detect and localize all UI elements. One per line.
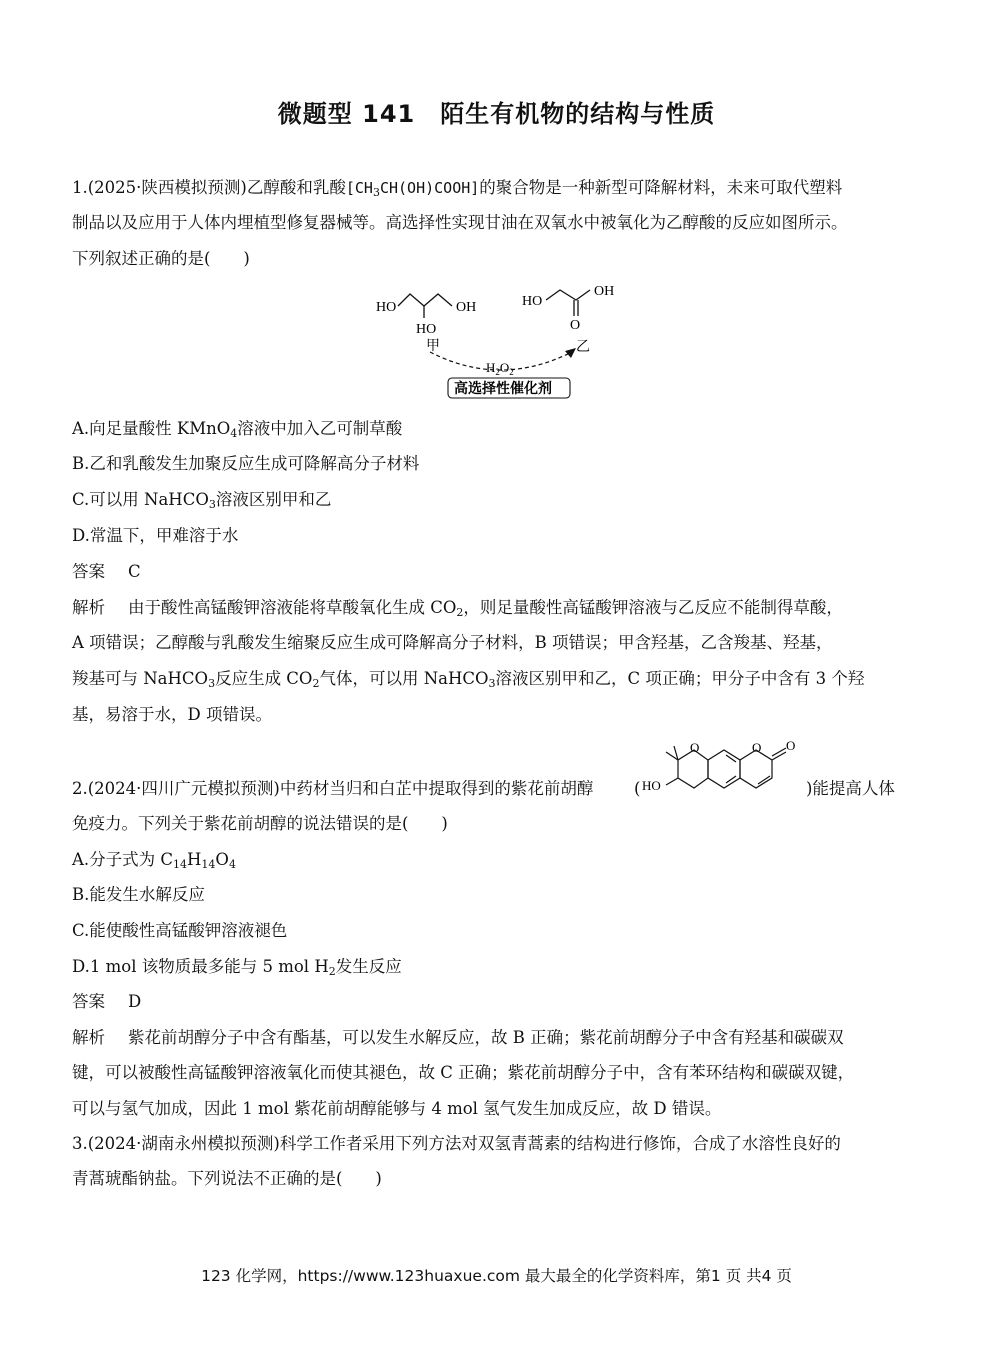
- q2-analysis-line3: 可以与氢气加成，因此 1 mol 紫花前胡醇能够与 4 mol 氢气发生加成反应，故 D 错误。: [72, 1099, 722, 1118]
- glycerol-oh-right: OH: [456, 300, 477, 315]
- catalyst-label: 高选择性催化剂: [454, 382, 552, 397]
- page-footer: 123 化学网，https://www.123huaxue.com 最大最全的化学资料库，第1 页 共4 页: [201, 1267, 792, 1285]
- struct-ho: HO: [642, 778, 661, 793]
- q1-option-a: A.向足量酸性 KMnO$_4$溶液中加入乙可制草酸: [72, 419, 403, 440]
- glycolic-ho: HO: [522, 294, 543, 309]
- q2-coumarin-structure: [640, 734, 810, 800]
- q1-reaction-scheme: [360, 278, 640, 404]
- q1-stem-line3: 下列叙述正确的是( ): [72, 249, 250, 268]
- q2-paren-open: (: [634, 779, 641, 798]
- q2-analysis-line2: 键，可以被酸性高锰酸钾溶液氧化而使其褪色，故 C 正确；紫花前胡醇分子中，含有苯环结构和碳碳双键，: [72, 1063, 855, 1082]
- q2-answer: 答案 D: [72, 992, 142, 1011]
- struct-o-carbonyl: O: [786, 738, 796, 753]
- q2-option-a: A.分子式为 $C_{14}H_{14}O_4$: [72, 850, 236, 871]
- glycerol-ho-left: HO: [376, 300, 397, 315]
- q1-analysis-line4: 基，易溶于水，D 项错误。: [72, 705, 272, 724]
- q1-stem-line2: 制品以及应用于人体内埋植型修复器械等。高选择性实现甘油在双氧水中被氧化为乙醇酸的反应如图所示。: [72, 213, 848, 232]
- q2-stem-line1-end: )能提高人体: [806, 779, 895, 798]
- q1-option-b: B.乙和乳酸发生加聚反应生成可降解高分子材料: [72, 454, 420, 473]
- q1-analysis-line3: 羧基可与 NaHCO$_3$反应生成 $CO_2$气体，可以用 NaHCO$_3$溶液区别甲和乙，C 项正确；甲分子中含有 3 个羟: [72, 669, 865, 690]
- reagent-h2o2: $H_2O_2$: [486, 360, 514, 377]
- q1-analysis-line1: 解析 由于酸性高锰酸钾溶液能将草酸氧化生成 $CO_2$，则足量酸性高锰酸钾溶液与乙反应不能制得草酸，: [72, 598, 843, 619]
- q2-analysis-line1: 解析 紫花前胡醇分子中含有酯基，可以发生水解反应，故 B 正确；紫花前胡醇分子中含有羟基和碳碳双: [72, 1028, 844, 1047]
- q2-option-c: C.能使酸性高锰酸钾溶液褪色: [72, 921, 288, 940]
- q2-option-d: D.1 mol 该物质最多能与 5 mol $H_2$发生反应: [72, 957, 402, 978]
- glycerol-ho-bottom: HO: [416, 322, 437, 337]
- q2-stem-line2: 免疫力。下列关于紫花前胡醇的说法错误的是( ): [72, 814, 448, 833]
- q1-option-c: C.可以用 NaHCO$_3$溶液区别甲和乙: [72, 490, 332, 511]
- q1-stem-line1: 1.(2025·陕西模拟预测)乙醇酸和乳酸$[CH_3CH(OH)COOH]$的聚合物是一种新型可降解材料，未来可取代塑料: [72, 178, 843, 199]
- glycolic-oh: OH: [594, 284, 615, 299]
- q3-stem-line1: 3.(2024·湖南永州模拟预测)科学工作者采用下列方法对双氢青蒿素的结构进行修饰，合成了水溶性良好的: [72, 1134, 841, 1153]
- q3-stem-line2: 青蒿琥酯钠盐。下列说法不正确的是( ): [72, 1169, 382, 1188]
- page-title: 微题型 141 陌生有机物的结构与性质: [277, 100, 716, 128]
- q2-option-b: B.能发生水解反应: [72, 885, 205, 904]
- struct-o-ring1: O: [690, 740, 700, 755]
- label-yi: 乙: [576, 340, 590, 355]
- q2-stem-line1: 2.(2024·四川广元模拟预测)中药材当归和白芷中提取得到的紫花前胡醇: [72, 779, 594, 798]
- label-jia: 甲: [426, 339, 440, 354]
- q1-analysis-line2: A 项错误；乙醇酸与乳酸发生缩聚反应生成可降解高分子材料，B 项错误；甲含羟基，乙含羧基、羟基，: [72, 633, 833, 652]
- glycolic-o: O: [570, 318, 581, 333]
- q1-answer: 答案 C: [72, 562, 141, 581]
- q1-option-d: D.常温下，甲难溶于水: [72, 526, 239, 545]
- struct-o-ring2: O: [752, 740, 762, 755]
